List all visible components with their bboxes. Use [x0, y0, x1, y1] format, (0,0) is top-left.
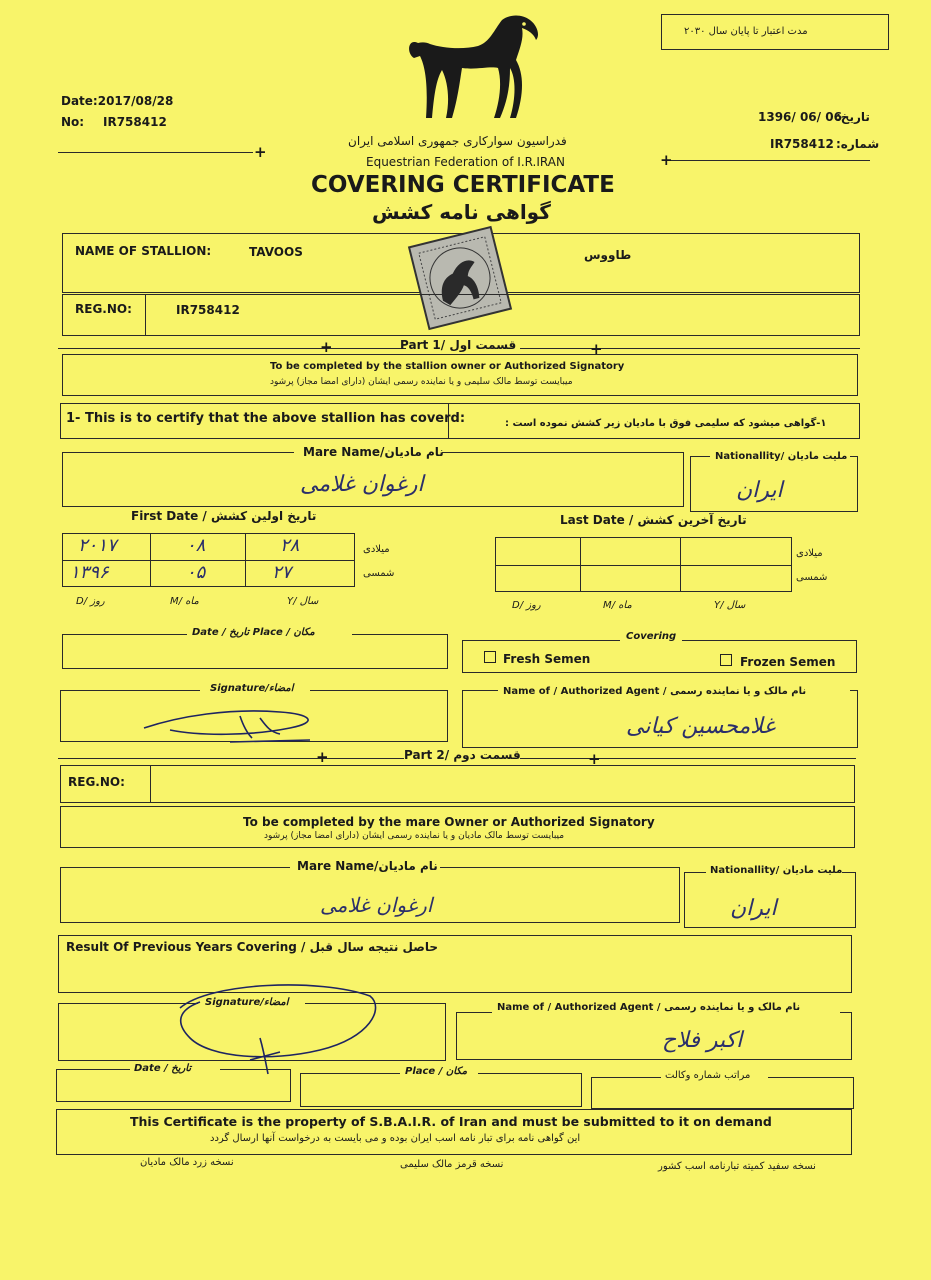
- date-place-label: Date / تاریخ Place / مکان: [192, 627, 315, 638]
- number-fa-label: شماره:: [836, 137, 880, 151]
- year-label: Y/ سال: [714, 600, 746, 611]
- miladi-label: میلادی: [363, 544, 390, 555]
- plus-mark: +: [316, 748, 329, 766]
- no-value: IR758412: [103, 115, 167, 129]
- date-place-box: [62, 634, 448, 669]
- covering-label: Covering: [626, 631, 677, 642]
- first-date-shamsi-year: ۱۳۹۶: [70, 562, 109, 583]
- certify-en: 1- This is to certify that the above stallion has coverd:: [66, 411, 466, 426]
- fresh-semen-checkbox[interactable]: [484, 651, 496, 663]
- signature-line: [60, 690, 200, 691]
- part2-heading: Part 2/ قسمت دوم: [404, 748, 521, 762]
- mare-name-line: [60, 867, 290, 868]
- day-label: D/ روز: [512, 600, 541, 611]
- plus-mark: +: [588, 750, 601, 768]
- signature-label: Signature/امضاء: [210, 683, 294, 694]
- part1-completed-fa: میبایست توسط مالک سلیمی و یا نماینده رسمی ایشان (دارای امضا مجاز) پرشود: [270, 377, 573, 387]
- place-box: [300, 1073, 582, 1107]
- nationality-line: [690, 456, 710, 457]
- mare-reg-label: REG.NO:: [68, 775, 125, 789]
- place-label: Place / مکان: [405, 1066, 468, 1077]
- divider: [150, 765, 151, 803]
- stallion-name-value: TAVOOS: [249, 245, 303, 259]
- header-left-line: [58, 152, 253, 153]
- certify-fa: ۱-گواهی میشود که سلیمی فوق با مادیان زیر کشش نموده است :: [505, 418, 827, 429]
- date-place-line: [62, 634, 187, 635]
- date-place-line: [352, 634, 448, 635]
- header-right-line: [670, 160, 870, 161]
- agent-label: Name of / Authorized Agent / نام مالک و یا نماینده رسمی: [497, 1002, 801, 1013]
- first-date-miladi-year: ۲۰۱۷: [78, 535, 117, 556]
- part2-line-right: [520, 758, 856, 759]
- part2-line-left: [58, 758, 404, 759]
- date-line: [56, 1069, 130, 1070]
- nationality-line: [842, 872, 856, 873]
- nationality-label: Nationallity/ ملیت مادیان: [710, 865, 843, 876]
- divider: [145, 294, 146, 336]
- agent-line: [462, 690, 498, 691]
- validity-text: مدت اعتبار تا پایان سال ۲۰۳۰: [684, 26, 808, 37]
- first-date-miladi-day: ۲۸: [280, 535, 300, 556]
- copy-yellow: نسخه زرد مالک مادیان: [140, 1157, 234, 1168]
- property-en: This Certificate is the property of S.B.A.I.R. of Iran and must be submitted to it on demand: [130, 1114, 772, 1129]
- divider: [150, 533, 151, 587]
- title-fa: گواهی نامه کشش: [372, 200, 551, 224]
- horse-logo-icon: [398, 8, 548, 123]
- agent-line: [850, 690, 858, 691]
- year-label: Y/ سال: [287, 596, 319, 607]
- nationality-value: ایران: [736, 478, 783, 503]
- mare-name-label: Mare Name/نام مادیان: [303, 445, 444, 459]
- divider: [62, 560, 355, 561]
- id-box: [591, 1077, 854, 1109]
- agent-label: Name of / Authorized Agent / نام مالک و یا نماینده رسمی: [503, 686, 807, 697]
- stallion-name-fa: طاووس: [584, 248, 632, 262]
- shamsi-label: شمسی: [796, 572, 828, 583]
- covering-line: [682, 640, 857, 641]
- property-fa: این گواهی نامه برای تبار نامه اسب ایران بوده و می بایست به درخواست آنها ارسال گردد: [210, 1133, 581, 1144]
- nationality-label: Nationallity/ ملیت مادیان: [715, 451, 848, 462]
- plus-mark: +: [590, 340, 603, 358]
- divider: [680, 537, 681, 592]
- plus-mark: +: [320, 338, 333, 356]
- part2-completed-fa: میبایست توسط مالک مادیان و یا نماینده رسمی ایشان (دارای امضا مجاز) پرشود: [264, 831, 565, 841]
- mare-name-line: [440, 867, 680, 868]
- mare-reg-box: [60, 765, 855, 803]
- part1-heading: Part 1/ قسمت اول: [400, 338, 517, 352]
- signature-line: [310, 690, 448, 691]
- no-label: No:: [61, 115, 85, 129]
- copy-white: نسخه سفید کمیته تبارنامه اسب کشور: [658, 1161, 816, 1172]
- covering-line: [462, 640, 620, 641]
- month-label: M/ ماه: [170, 596, 199, 607]
- date-fa-value: 1396/ 06/ 06: [758, 110, 842, 124]
- signature-scribble-icon: [140, 698, 340, 748]
- frozen-semen-label: Frozen Semen: [740, 655, 836, 669]
- mare-name-line: [442, 452, 684, 453]
- agent-box: [456, 1012, 852, 1060]
- id-line: [768, 1077, 854, 1078]
- id-label: مراتب شماره وکالت: [665, 1070, 751, 1081]
- miladi-label: میلادی: [796, 548, 823, 559]
- mare-name-label: Mare Name/نام مادیان: [297, 859, 438, 873]
- shamsi-label: شمسی: [363, 568, 395, 579]
- month-label: M/ ماه: [603, 600, 632, 611]
- nationality-line: [850, 456, 858, 457]
- first-date-shamsi-day: ۲۷: [272, 562, 292, 583]
- fresh-semen-label: Fresh Semen: [503, 652, 591, 666]
- last-date-label: Last Date / تاریخ آخرین کشش: [560, 513, 747, 527]
- stallion-reg-label: REG.NO:: [75, 302, 132, 316]
- mare-name-value: ارغوان غلامی: [320, 893, 433, 917]
- federation-fa: فدراسیون سوارکاری جمهوری اسلامی ایران: [348, 134, 567, 148]
- title-en: COVERING CERTIFICATE: [311, 172, 615, 198]
- day-label: D/ روز: [76, 596, 105, 607]
- stallion-reg-value: IR758412: [176, 303, 240, 317]
- part1-completed-en: To be completed by the stallion owner or Authorized Signatory: [270, 361, 625, 372]
- frozen-semen-checkbox[interactable]: [720, 654, 732, 666]
- mare-name-line: [62, 452, 294, 453]
- number-fa-value: IR758412: [770, 137, 834, 151]
- federation-en: Equestrian Federation of I.R.IRAN: [366, 155, 565, 169]
- agent-line: [840, 1012, 852, 1013]
- date-en: Date:2017/08/28: [61, 94, 174, 108]
- date-line: [220, 1069, 291, 1070]
- copy-red: نسخه قرمز مالک سلیمی: [400, 1159, 504, 1170]
- id-line: [591, 1077, 661, 1078]
- first-date-label: First Date / تاریخ اولین کشش: [131, 509, 317, 523]
- nationality-value: ایران: [730, 896, 777, 921]
- stallion-name-label: NAME OF STALLION:: [75, 244, 212, 258]
- date-fa-label: تاریخ:: [836, 110, 870, 124]
- signature-loop-icon: [170, 978, 390, 1078]
- nationality-line: [684, 872, 706, 873]
- plus-mark: +: [660, 151, 673, 169]
- part1-line-left: [58, 348, 406, 349]
- place-line: [300, 1073, 400, 1074]
- agent-value: غلامحسین کیانی: [626, 714, 775, 739]
- first-date-miladi-month: ۰۸: [186, 535, 206, 556]
- plus-mark: +: [254, 143, 267, 161]
- divider: [580, 537, 581, 592]
- date-label: Date / تاریخ: [134, 1063, 192, 1074]
- part1-line-right: [520, 348, 860, 349]
- divider: [495, 565, 792, 566]
- agent-value: اکبر فلاح: [662, 1028, 743, 1053]
- result-label: Result Of Previous Years Covering / حاصل نتیجه سال قبل: [66, 940, 438, 954]
- signature-label: Signature/امضاء: [205, 997, 289, 1008]
- part2-completed-en: To be completed by the mare Owner or Authorized Signatory: [243, 815, 655, 829]
- place-line: [478, 1073, 582, 1074]
- mare-name-value: ارغوان غلامی: [300, 472, 424, 497]
- agent-line: [456, 1012, 492, 1013]
- first-date-shamsi-month: ۰۵: [186, 562, 206, 583]
- divider: [245, 533, 246, 587]
